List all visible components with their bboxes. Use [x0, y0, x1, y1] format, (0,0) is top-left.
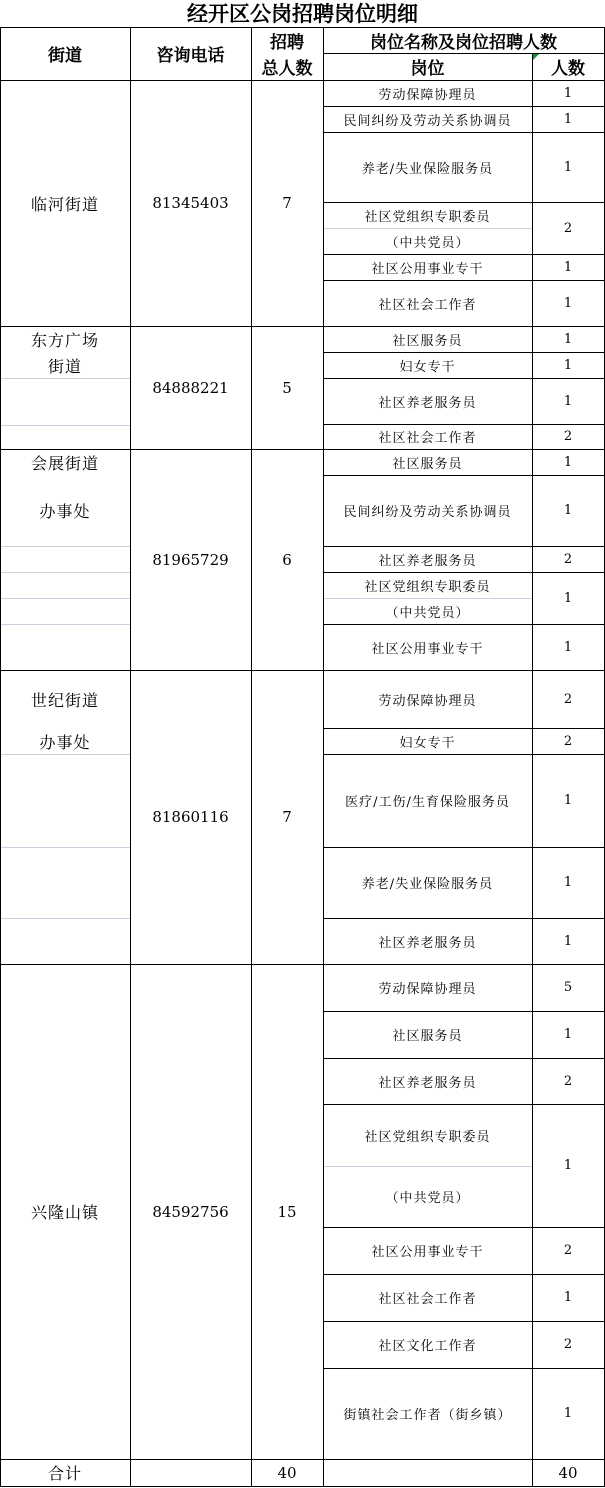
position-count: 1 — [563, 793, 573, 808]
position-count: 1 — [563, 875, 573, 890]
street-phone: 84592756 — [152, 1202, 229, 1221]
position-note: （中共党员） — [385, 235, 470, 251]
street-total: 5 — [282, 378, 292, 397]
position-count: 1 — [563, 259, 573, 275]
header-phone: 咨询电话 — [156, 46, 225, 66]
position-name: 劳动保障协理员 — [378, 693, 477, 709]
position-name: 社区养老服务员 — [378, 395, 477, 411]
position-count: 1 — [563, 295, 573, 311]
position-name: 劳动保障协理员 — [378, 982, 477, 997]
position-count: 1 — [563, 639, 573, 655]
street-phone: 81965729 — [152, 550, 229, 569]
street-name: 东方广场 — [30, 330, 99, 350]
position-name: 社区服务员 — [392, 1029, 463, 1044]
header-total-line2: 总人数 — [261, 59, 313, 79]
position-count: 2 — [563, 551, 573, 567]
street-total: 7 — [282, 808, 292, 826]
position-count: 1 — [563, 1406, 573, 1421]
position-count: 1 — [563, 393, 573, 409]
cell-comment-marker — [533, 54, 539, 60]
street-name: 兴隆山镇 — [30, 1203, 99, 1222]
grid-line — [323, 53, 604, 54]
footer-total: 40 — [277, 1463, 297, 1482]
guide-line — [1, 546, 130, 547]
position-name: 社区社会工作者 — [378, 431, 477, 446]
position-name: 社区服务员 — [392, 456, 463, 472]
guide-line — [324, 1166, 532, 1167]
position-name: 民间纠纷及劳动关系协调员 — [343, 113, 512, 129]
position-name: 街镇社会工作者（街乡镇） — [343, 1408, 512, 1423]
header-total-line1: 招聘 — [270, 32, 304, 53]
position-name: 医疗/工伤/生育保险服务员 — [345, 795, 510, 810]
street-name: 世纪街道 — [30, 690, 99, 710]
position-name: 妇女专干 — [399, 359, 456, 375]
guide-line — [1, 624, 130, 625]
position-name: 社区公用事业专干 — [371, 1245, 484, 1260]
guide-line — [1, 378, 130, 379]
street-phone: 84888221 — [152, 378, 229, 397]
position-count: 1 — [563, 1290, 573, 1305]
footer-count-total: 40 — [558, 1463, 578, 1482]
position-count: 1 — [563, 159, 573, 175]
position-name: 劳动保障协理员 — [378, 87, 477, 103]
guide-line — [1, 918, 130, 919]
footer-label: 合计 — [47, 1464, 82, 1483]
position-count: 1 — [563, 1027, 573, 1042]
table-bottom-border — [0, 1486, 605, 1487]
position-count: 2 — [563, 1073, 573, 1089]
guide-line — [1, 598, 130, 599]
position-name: 社区养老服务员 — [378, 1075, 477, 1091]
header-street: 街道 — [48, 46, 82, 66]
position-name: 社区社会工作者 — [378, 297, 477, 313]
position-count: 2 — [563, 1337, 573, 1352]
street-phone: 81860116 — [152, 808, 229, 826]
street-total: 15 — [277, 1202, 297, 1221]
position-name: 社区养老服务员 — [378, 553, 477, 569]
guide-line — [1, 754, 130, 755]
header-position-group: 岗位名称及岗位招聘人数 — [370, 32, 557, 53]
street-name: 街道 — [47, 356, 82, 376]
street-name: 办事处 — [39, 732, 91, 752]
position-note: （中共党员） — [385, 605, 470, 621]
position-name: 社区公用事业专干 — [371, 261, 484, 277]
position-count: 1 — [563, 1158, 573, 1173]
position-count: 1 — [563, 503, 573, 518]
street-phone: 81345403 — [152, 194, 229, 212]
position-count: 2 — [563, 691, 573, 707]
table-top-border — [0, 27, 605, 28]
street-name: 会展街道 — [30, 453, 99, 473]
position-name: 社区党组织专职委员 — [364, 209, 491, 225]
position-count: 1 — [563, 933, 573, 949]
position-name: 社区文化工作者 — [378, 1339, 477, 1354]
position-count: 2 — [563, 1243, 573, 1258]
position-name: 社区党组织专职委员 — [364, 1129, 491, 1145]
position-count: 1 — [563, 357, 573, 373]
table-title: 经开区公岗招聘岗位明细 — [187, 1, 418, 26]
position-count: 1 — [563, 590, 573, 606]
street-total: 7 — [282, 194, 292, 212]
position-name: 社区党组织专职委员 — [364, 579, 491, 595]
guide-line — [324, 598, 532, 599]
position-name: 养老/失业保险服务员 — [361, 877, 494, 892]
header-position: 岗位 — [410, 59, 445, 79]
position-count: 2 — [563, 429, 573, 444]
position-count: 2 — [563, 220, 573, 236]
position-name: 民间纠纷及劳动关系协调员 — [343, 505, 512, 520]
street-name: 办事处 — [39, 502, 91, 521]
position-count: 5 — [563, 980, 573, 995]
position-count: 1 — [563, 454, 573, 470]
position-name: 妇女专干 — [399, 735, 456, 751]
position-name: 社区服务员 — [392, 333, 463, 349]
position-name: 社区社会工作者 — [378, 1292, 477, 1307]
street-total: 6 — [282, 550, 292, 569]
grid-line — [323, 27, 324, 1486]
guide-line — [324, 228, 532, 229]
header-count: 人数 — [551, 59, 585, 79]
street-name: 临河街道 — [30, 194, 99, 214]
position-count: 2 — [563, 733, 573, 749]
position-count: 1 — [563, 85, 573, 101]
guide-line — [1, 425, 130, 426]
guide-line — [1, 572, 130, 573]
position-name: 社区公用事业专干 — [371, 641, 484, 657]
position-count: 1 — [563, 111, 573, 127]
table-left-border — [0, 27, 1, 1486]
grid-line — [130, 27, 131, 1486]
guide-line — [1, 847, 130, 848]
position-name: 养老/失业保险服务员 — [361, 161, 494, 177]
grid-line — [251, 27, 252, 1486]
position-name: 社区养老服务员 — [378, 935, 477, 951]
position-note: （中共党员） — [385, 1191, 470, 1206]
grid-line — [532, 53, 533, 1486]
position-count: 1 — [563, 331, 573, 347]
